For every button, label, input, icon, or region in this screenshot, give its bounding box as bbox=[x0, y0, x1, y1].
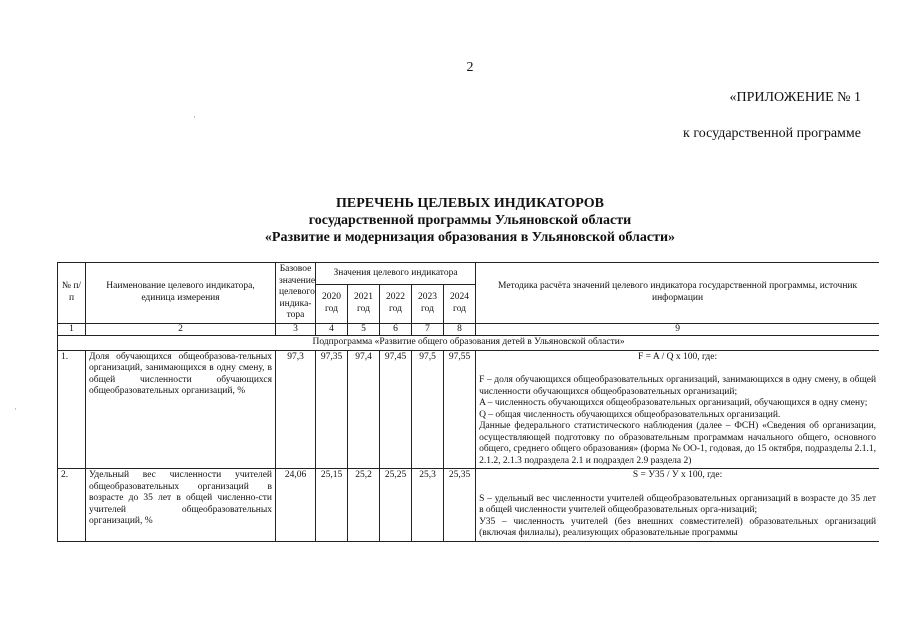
table-row bbox=[58, 469, 880, 542]
header-year: 2024 год bbox=[444, 284, 476, 323]
year-value: 97,55 bbox=[444, 350, 476, 469]
header-values-group: Значения целевого индикатора bbox=[316, 263, 476, 285]
row-number: 1. bbox=[58, 350, 86, 469]
year-value: 97,5 bbox=[412, 350, 444, 469]
subprogram-title: Подпрограмма «Развитие общего образования детей в Ульяновской области» bbox=[58, 336, 880, 351]
header-year: 2021 год bbox=[348, 284, 380, 323]
method-line: Q – общая численность обучающихся общеобразовательных организаций. bbox=[479, 409, 781, 420]
method-line: A – численность обучающихся общеобразовательных организаций, обучающихся в одну смену; bbox=[479, 398, 868, 408]
indicators-table-container bbox=[57, 262, 879, 640]
document-title-line-2: государственной программы Ульяновской области bbox=[308, 213, 632, 228]
document-title bbox=[200, 195, 740, 246]
base-value: 97,3 bbox=[276, 350, 316, 469]
header-year: 2022 год bbox=[380, 284, 412, 323]
method-formula: F = A / Q х 100, где: bbox=[638, 351, 718, 362]
scan-speck: · bbox=[14, 404, 17, 414]
year-value: 25,25 bbox=[380, 469, 412, 542]
header-year: 2023 год bbox=[412, 284, 444, 323]
column-number: 4 bbox=[316, 323, 348, 336]
year-value: 25,3 bbox=[412, 469, 444, 542]
column-number: 8 bbox=[444, 323, 476, 336]
header-name: Наименование целевого индикатора, единица измерения bbox=[86, 263, 276, 324]
year-value: 97,35 bbox=[316, 350, 348, 469]
method-formula: S = У35 / У х 100, где: bbox=[632, 470, 723, 480]
indicator-name: Доля обучающихся общеобразова-тельных организаций, занимающихся в одну смену, в общей численности обучающихся общеобразовательных организаций, % bbox=[86, 350, 276, 469]
header-method: Методика расчёта значений целевого индикатора государственной программы, источник информации bbox=[476, 263, 879, 324]
method-line: Данные федерального статистического наблюдения (далее – ФСН) «Сведения об организации, осуществляющей подготовку по образовательным программам начального общего, основного общего, среднего общего образования» (форма № ОО-1, годовая, до 15 октября, подразделы 2.1.1, 2.1.2, 2.1.3 подраздела 2.1 и подраздел 2.9 раздела 2) bbox=[479, 421, 877, 466]
appendix-title: «ПРИЛОЖЕНИЕ № 1 bbox=[729, 90, 861, 105]
indicator-name: Удельный вес численности учителей общеобразовательных организаций в возрасте до 35 лет в общей численно-сти учителей общеобразовательных организаций, % bbox=[86, 469, 276, 542]
column-number: 2 bbox=[86, 323, 276, 336]
indicators-table bbox=[57, 262, 879, 542]
column-number-row bbox=[58, 323, 880, 336]
column-number: 1 bbox=[58, 323, 86, 336]
header-num: № п/п bbox=[58, 263, 86, 324]
method-line: У35 – численность учителей (без внешних совместителей) образовательных организаций (включая филиалы), реализующих образовательные программы bbox=[479, 516, 877, 538]
calculation-method bbox=[476, 350, 879, 469]
base-value: 24,06 bbox=[276, 469, 316, 542]
document-title-line-3: «Развитие и модернизация образования в Ульяновской области» bbox=[264, 230, 676, 245]
page-number: 2 bbox=[466, 60, 474, 75]
row-number: 2. bbox=[58, 469, 86, 542]
scan-speck: · bbox=[193, 112, 196, 122]
column-number: 9 bbox=[476, 323, 879, 336]
column-number: 7 bbox=[412, 323, 444, 336]
year-value: 25,35 bbox=[444, 469, 476, 542]
year-value: 97,45 bbox=[380, 350, 412, 469]
column-number: 5 bbox=[348, 323, 380, 336]
year-value: 25,2 bbox=[348, 469, 380, 542]
table-row bbox=[58, 350, 880, 469]
method-line: S – удельный вес численности учителей общеобразовательных организаций в возрасте до 35 лет в общей численности учителей общеобразовательных орга-низаций; bbox=[479, 493, 877, 515]
year-value: 97,4 bbox=[348, 350, 380, 469]
calculation-method bbox=[476, 469, 879, 542]
document-title-line-1: ПЕРЕЧЕНЬ ЦЕЛЕВЫХ ИНДИКАТОРОВ bbox=[336, 196, 604, 211]
year-value: 25,15 bbox=[316, 469, 348, 542]
header-base: Базовое значение целевого индика-тора bbox=[276, 263, 316, 324]
header-year: 2020 год bbox=[316, 284, 348, 323]
column-number: 6 bbox=[380, 323, 412, 336]
subprogram-row bbox=[58, 336, 880, 351]
method-line: F – доля обучающихся общеобразовательных организаций, занимающихся в одну смену, в общей численности обучающихся общеобразовательных организаций; bbox=[479, 375, 877, 397]
appendix-subtitle: к государственной программе bbox=[683, 126, 861, 141]
column-number: 3 bbox=[276, 323, 316, 336]
